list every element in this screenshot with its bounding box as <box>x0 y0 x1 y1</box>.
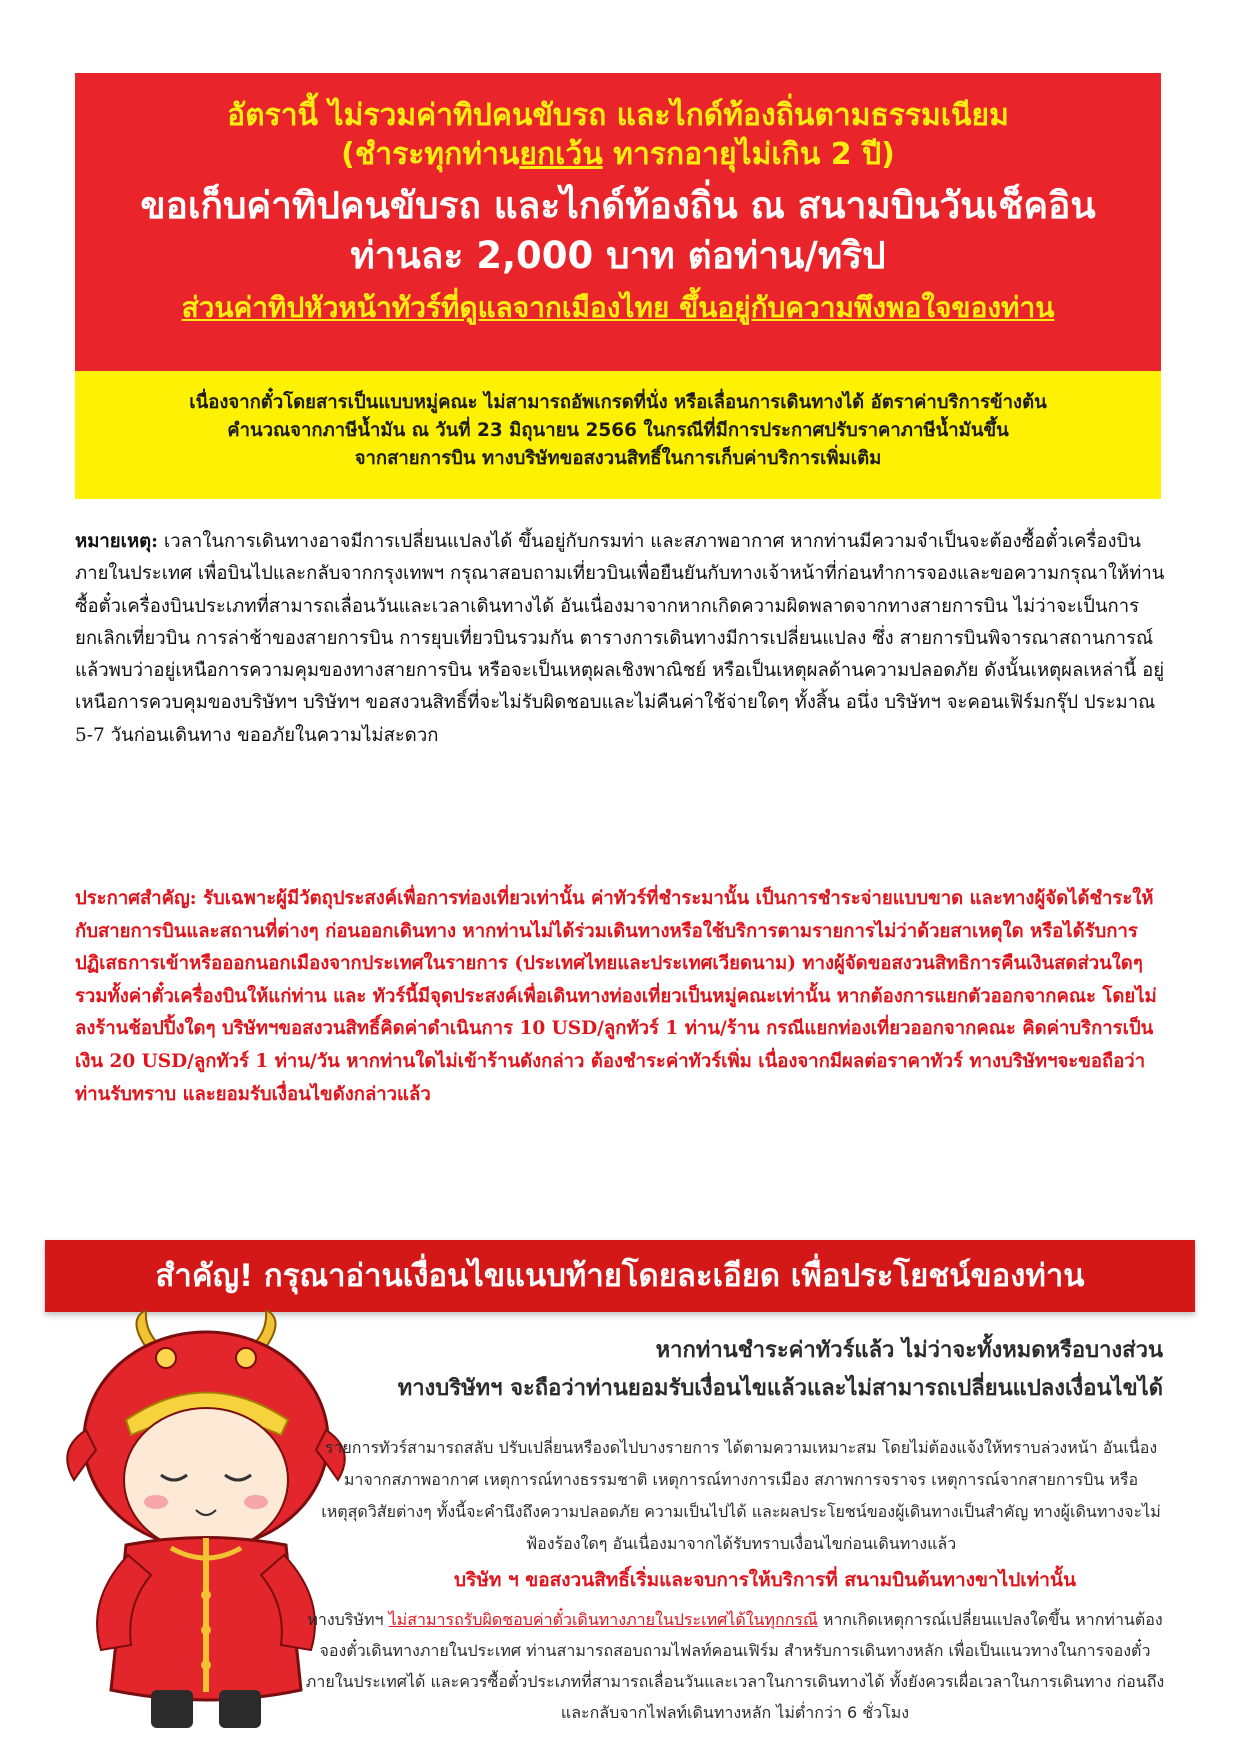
tipping-banner <box>75 73 1161 371</box>
domestic-ticket-paragraph: ทางบริษัทฯ ไม่สามารถรับผิดชอบค่าตั๋วเดินทางภายในประเทศได้ในทุกกรณี หากเกิดเหตุการณ์เปลี่ยนแปลงใดขึ้น หากท่านต้องจองตั๋วเดินทางภายในประเทศ ท่านสามารถสอบถามไฟลท์คอนเฟิร์ม สำหรับการเดินทางหลัก เพื่อเป็นแนวทางในการจองตั๋วภายในประเทศได้ และควรซื้อตั๋วประเภทที่สามารถเลื่อนวันและเวลาในการเดินทางได้ ทั้งยังควรเผื่อเวลาในการเดินทาง ก่อนถึงและกลับจากไฟลท์เดินทางหลัก ไม่ต่ำกว่า 6 ชั่วโมง <box>305 1610 1165 1722</box>
service-scope-line: บริษัท ฯ ขอสงวนสิทธิ์เริ่มและจบการให้บริการที่ สนามบินต้นทางขาไปเท่านั้น <box>454 1569 1076 1591</box>
ticket-line-3: จากสายการบิน ทางบริษัทขอสงวนสิทธิ์ในการเก็บค่าบริการเพิ่มเติม <box>354 448 882 469</box>
tipping-amount: ท่านละ 2,000 บาท ต่อท่าน/ทริป <box>350 234 886 277</box>
tipping-line-1: อัตรานี้ ไม่รวมค่าทิปคนขับรถ และไกด์ท้องถิ่นตามธรรมเนียม <box>227 98 1009 133</box>
tipping-line-3: ขอเก็บค่าทิปคนขับรถ และไกด์ท้องถิ่น ณ สนามบินวันเช็คอิน <box>140 184 1096 227</box>
tour-leader-tip-line: ส่วนค่าทิปหัวหน้าทัวร์ที่ดูแลจากเมืองไทย ขึ้นอยู่กับความพึงพอใจของท่าน <box>181 291 1055 324</box>
ticket-line-2: คำนวณจากภาษีน้ำมัน ณ วันที่ 23 มิถุนายน 2566 ในกรณีที่มีการประกาศปรับราคาภาษีน้ำมันขึ้น <box>227 420 1009 441</box>
important-notice-paragraph: ประกาศสำคัญ: รับเฉพาะผู้มีวัตถุประสงค์เพื่อการท่องเที่ยวเท่านั้น ค่าทัวร์ที่ชำระมานั้น เป็นการชำระจ่ายแบบขาด และทางผู้จัดได้ชำระให้กับสายการบินและสถานที่ต่างๆ ก่อนออกเดินทาง หากท่านไม่ได้ร่วมเดินทางหรือใช้บริการตามรายการไม่ว่าด้วยสาเหตุใด หรือได้รับการปฏิเสธการเข้าหรือออกนอกเมืองจากประเทศในรายการ (ประเทศไทยและประเทศเวียดนาม) ทางผู้จัดขอสงวนสิทธิการคืนเงินสดส่วนใดๆ รวมทั้งค่าตั๋วเครื่องบินให้แก่ท่าน และ ทัวร์นี้มีจุดประสงค์เพื่อเดินทางท่องเที่ยวเป็นหมู่คณะเท่านั้น หากต้องการแยกตัวออกจากคณะ โดยไม่ลงร้านช้อปปิ้งใดๆ บริษัทฯขอสงวนสิทธิ์คิดค่าดำเนินการ 10 USD/ลูกทัวร์ 1 ท่าน/ร้าน กรณีแยกท่องเที่ยวออกจากคณะ คิดค่าบริการเป็นเงิน 20 USD/ลูกทัวร์ 1 ท่าน/วัน หากท่านใดไม่เข้าร้านดังกล่าว ต้องชำระค่าทัวร์เพิ่ม เนื่องจากมีผลต่อราคาทัวร์ ทางบริษัทฯจะขอถือว่าท่านรับทราบ และยอมรับเงื่อนไขดังกล่าวแล้ว <box>75 888 1157 1105</box>
tipping-line-2: (ชำระทุกท่านยกเว้น ทารกอายุไม่เกิน 2 ปี) <box>341 137 895 172</box>
conditions-heading <box>263 1332 1163 1408</box>
itinerary-change-paragraph: รายการทัวร์สามารถสลับ ปรับเปลี่ยนหรืองดไปบางรายการ ได้ตามความเหมาะสม โดยไม่ต้องแจ้งให้ทราบล่วงหน้า อันเนื่องมาจากสภาพอากาศ เหตุการณ์ทางธรรมชาติ เหตุการณ์ทางการเมือง สภาพการจราจร เหตุการณ์จากสายการบิน หรือเหตุสุดวิสัยต่างๆ ทั้งนี้จะคำนึงถึงความปลอดภัย ความเป็นไปได้ และผลประโยชน์ของผู้เดินทางเป็นสำคัญ ทางผู้เดินทางจะไม่ฟ้องร้องใดๆ อันเนื่องมาจากได้รับทราบเงื่อนไขก่อนเดินทางแล้ว <box>321 1438 1161 1553</box>
conditions-heading-line-1: หากท่านชำระค่าทัวร์แล้ว ไม่ว่าจะทั้งหมดหรือบางส่วน <box>655 1338 1163 1363</box>
remark-paragraph <box>75 526 1167 752</box>
ticket-line-1: เนื่องจากตั๋วโดยสารเป็นแบบหมู่คณะ ไม่สามารถอัพเกรดที่นั่ง หรือเลื่อนการเดินทางได้ อัตราค่าบริการข้างต้น <box>189 392 1047 413</box>
important-conditions-banner: สำคัญ! กรุณาอ่านเงื่อนไขแนบท้ายโดยละเอียด เพื่อประโยชน์ของท่าน <box>45 1240 1195 1312</box>
no-liability-highlight: ไม่สามารถรับผิดชอบค่าตั๋วเดินทางภายในประเทศได้ในทุกกรณี <box>388 1610 818 1629</box>
remark-text: เวลาในการเดินทางอาจมีการเปลี่ยนแปลงได้ ขึ้นอยู่กับกรมท่า และสภาพอากาศ หากท่านมีความจำเป็นจะต้องซื้อตั๋วเครื่องบินภายในประเทศ เพื่อบินไปและกลับจากกรุงเทพฯ กรุณาสอบถามเที่ยวบินเพื่อยืนยันกับทางเจ้าหน้าที่ก่อนทำการจองและขอความกรุณาให้ท่านซื้อตั๋วเครื่องบินประเภทที่สามารถเลื่อนวันและเวลาเดินทางได้ อันเนื่องมาจากหากเกิดความผิดพลาดจากทางสายการบิน ไม่ว่าจะเป็นการยกเลิกเที่ยวบิน การล่าช้าของสายการบิน การยุบเที่ยวบินรวมกัน ตารางการเดินทางมีการเปลี่ยนแปลง ซึ่ง สายการบินพิจารณาสถานการณ์แล้วพบว่าอยู่เหนือการความคุมของทางสายการบิน หรือจะเป็นเหตุผลเชิงพาณิชย์ หรือเป็นเหตุผลด้านความปลอดภัย ดังนั้นเหตุผลเหล่านี้ อยู่เหนือการควบคุมของบริษัทฯ บริษัทฯ ขอสงวนสิทธิ์ที่จะไม่รับผิดชอบและไม่คืนค่าใช้จ่ายใดๆ ทั้งสิ้น อนึ่ง บริษัทฯ จะคอนเฟิร์มกรุ๊ป ประมาณ 5-7 วันก่อนเดินทาง ขออภัยในความไม่สะดวก <box>75 531 1165 746</box>
remark-label: หมายเหตุ: <box>75 531 158 552</box>
conditions-heading-line-2: ทางบริษัทฯ จะถือว่าท่านยอมรับเงื่อนไขแล้วและไม่สามารถเปลี่ยนแปลงเงื่อนไขได้ <box>397 1376 1163 1401</box>
ticket-conditions-banner <box>75 371 1161 499</box>
